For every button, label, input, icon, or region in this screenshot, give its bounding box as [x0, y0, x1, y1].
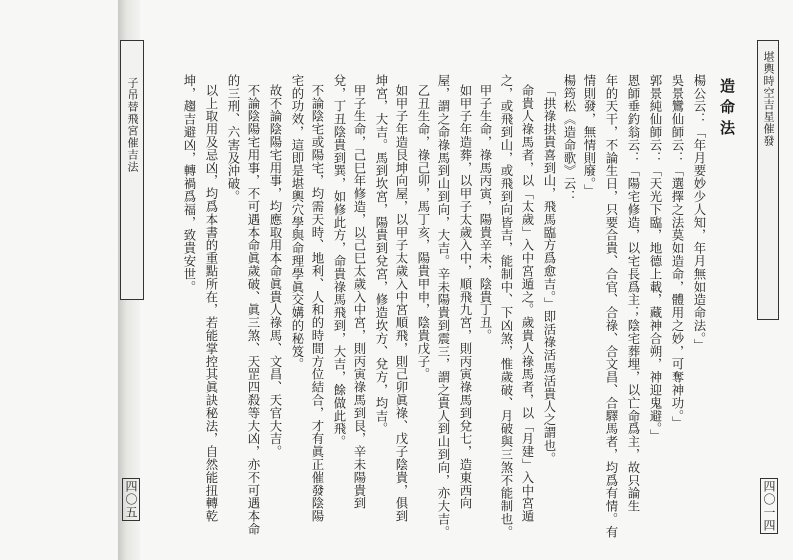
left-tab-text: 子吊替飛宮催吉法: [126, 77, 139, 173]
text-column: 「拱祿拱貴喜到山，飛馬臨方爲愈吉。」即活祿活馬活貴人之謂也。: [542, 84, 557, 465]
right-page-number: 四〇一四: [762, 480, 776, 532]
text-column: 之，或飛到山，或飛到向皆吉，能制中、下凶煞，惟歲破、月破與三煞不能制也。: [499, 74, 514, 539]
text-column: 恩師垂釣翁云：「陽宅修造，以宅長爲主；陰宅葬埋，以亡命爲主，故只論生: [626, 74, 641, 513]
left-page-number: 四〇五: [124, 480, 138, 519]
text-column: 乙丑生命，祿己卯，馬丁亥，陽貴甲申，陰貴戊子。: [416, 84, 431, 381]
text-column: 以上取用及忌凶，均爲本書的重點所在，若能掌控其眞訣秘法，自然能扭轉乾: [204, 84, 219, 523]
right-tab-text: 堪輿時空吉星催發: [762, 51, 775, 147]
text-column: 如甲子年造艮坤向屋，以甲子太歲入中宮順飛，則己卯眞祿、戊子陰貴，俱到: [394, 84, 409, 523]
text-column: 屋，謂之命祿馬到山到向，大吉。辛未陽貴到震三，謂之貴人到山到向，亦大吉。: [436, 74, 451, 539]
right-page-tab: [757, 40, 779, 320]
text-column: 宅的功效，這即是堪輿穴學與命理學眞交媾的秘笈。: [290, 74, 305, 371]
text-column: 故不論陰陽宅用事，均應取用本命眞貴人祿馬、文昌、天官大吉。: [268, 84, 283, 459]
text-column: 吳景鸞仙師云：「選擇之法莫如造命，體用之妙，可奪神功。」: [670, 74, 685, 429]
text-column: 不論陰陽宅用事，不可遇本命眞歲破、眞三煞、天罡四殺等大凶，亦不可遇本命: [246, 84, 261, 536]
left-page-tab: [120, 40, 144, 300]
text-column: 命貴人祿馬者，以「太歲」入中宮遁之。歲貴人祿馬者，以「月建」入中宮遁: [520, 84, 535, 523]
text-column: 甲子生命，祿馬丙寅，陽貴辛未，陰貴丁丑。: [478, 84, 493, 342]
text-column: 坤，趨吉避凶，轉禍爲福，致貴安世。: [182, 74, 197, 294]
text-column: 郭景純仙師云：「天光下臨，地德上載，藏神合朔，神迎鬼避。」: [648, 74, 663, 442]
text-column: 情則發，無情則廢。」: [582, 74, 597, 197]
text-column: 兌，丁丑陰貴到巽，如修此方，命貴祿馬飛到，大吉，餘做此飛。: [332, 74, 347, 449]
text-column: 楊公云：「年月要妙少人知，年月無如造命法。」: [692, 74, 707, 352]
text-column: 甲子生命，己巳年修造，以己巳太歲入中宮，則丙寅祿馬到艮，辛未陽貴到: [352, 84, 367, 510]
text-column: 的三刑、六害及沖破。: [226, 74, 241, 203]
text-column: 楊筠松《造命歌》云：: [562, 74, 577, 203]
text-column: 不論陰宅或陽宅，均需天時、地利、人和的時間方位結合，才有眞正催發陰陽: [310, 84, 325, 523]
text-column: 如甲子年造葬，以甲子太歲入中，順飛九宮，則丙寅祿馬到兌七，造東西向: [458, 84, 473, 510]
text-column: 年的天干，不論生日，只要合貴、合官、合祿、合文昌、合驛馬者，均爲有情。有: [604, 74, 619, 539]
section-title: 造命法: [718, 78, 736, 141]
text-column: 坤宮，大吉。馬到坎宮，陽貴到兌宮，修造坎方、兌方，均吉。: [374, 74, 389, 436]
